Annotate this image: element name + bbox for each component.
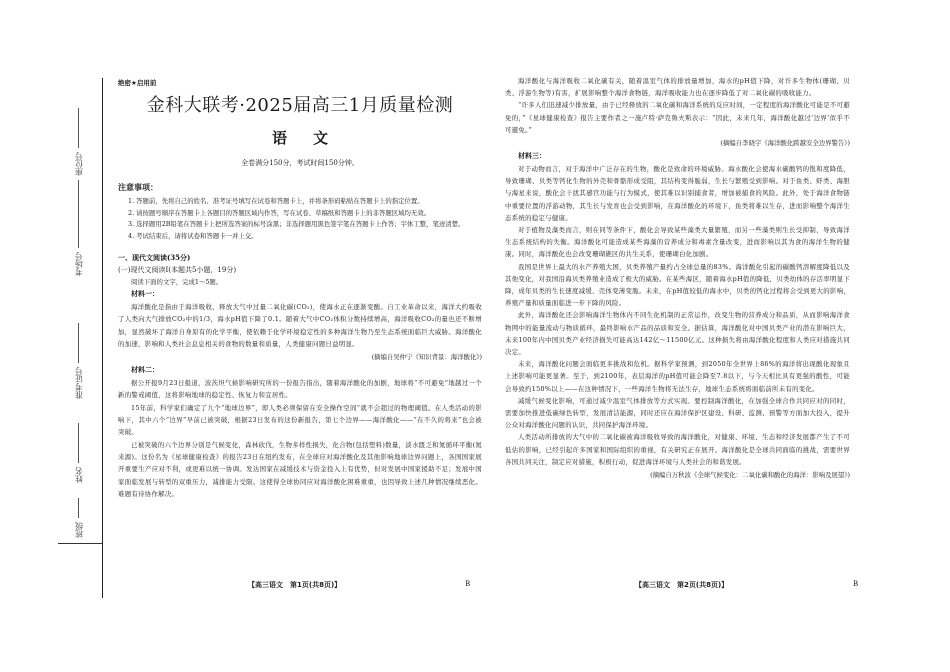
material-2-paragraph: 据公开报9月23日报道，波茨坦气候影响研究所的一份报告指出，随着海洋酸化的加剧，地球将“不可避免”地越过一个新的警戒阈值，这将影响地球的稳定性、恢复力和宜居性。 [118, 379, 482, 400]
name-field: 姓名 [72, 423, 86, 483]
admission-number-field: 准考证号 [72, 323, 86, 399]
secret-label: 绝密★启用前 [118, 79, 157, 87]
class-field: 班级 [72, 498, 86, 538]
exam-room-field: 考场号 [72, 208, 86, 276]
page-1-footer: 【高三语文 第1页(共8页)】 [248, 581, 342, 589]
material-2-source: (摘编自李晓宇《海洋酸化跨越安全边界警告》) [720, 139, 850, 148]
note-item: 2. 请按题号顺序在答题卡上各题目的答题区域内作答，写在试卷、草稿纸和答题卡上的非答题区域均无效。 [128, 208, 431, 217]
material-1-source: (摘编自吴仲宁《知识背景：海洋酸化》) [371, 353, 482, 362]
seat-number-field: 座位号 [72, 108, 86, 220]
subject-title: 语文 [271, 129, 354, 147]
exam-page-1 [118, 78, 482, 500]
binding-line [102, 78, 103, 598]
score-time-line: 全卷满分150分，考试时间150分钟。 [241, 159, 359, 167]
page-1-mark: B [465, 580, 471, 588]
material-3-title: 材料三： [518, 151, 546, 161]
note-item: 1. 答题前，先将自己的姓名、准考证号填写在试卷和答题卡上，并将条形码粘贴在答题卡上的指定位置。 [128, 197, 424, 205]
exam-title: 金科大联考·2025届高三1月质量检测 [146, 95, 454, 116]
material-1-title: 材料一： [131, 289, 159, 298]
material-2-continued-paragraph: “许多人们迅速减少排放量，由于已经释放的二氧化碳和海洋系统的反应时间，一定程度的海洋酸化可能是不可避免的，”《星球健康检查》报告主要作者之一施卢特·萨克鲁夫斯表示：“因此，未来几年，海洋酸化越过‘边界’似乎不可避免。” [505, 101, 850, 134]
material-3-paragraph: 对于动物而言，对于海洋中广泛存在的生物，酸化是致命的环境威胁。海水酸化会使海水碳酸钙的饱和度降低，导致珊瑚、贝类等钙化生物的外壳和骨骼形成受阻，其结构变得脆弱，生长与繁殖受到影响。对于鱼类、虾类、海胆与海星来说，酸化会干扰其感官功能与行为模式，使其难以识别捕食者，增加被捕食的风险。此外，处于海洋食物链中重要位置的浮游动物，其生长与发育也会受到影响，在海洋酸化的环境下，鱼类将难以生存，进而影响整个海洋生态系统的稳定与健康。 [505, 165, 850, 222]
material-3-paragraph: 对于植物及藻类而言，则在同等条件下，酸化会导致某些藻类大量繁殖，而另一些藻类则生长受抑制，导致海洋生态系统结构的失衡。海洋酸化可能造成某些海藻的营养成分和毒素含量改变，进而影响以其为食的海洋生物的健康。同时，海洋酸化也会改变珊瑚礁区的共生关系，使珊瑚白化加剧。 [505, 226, 850, 259]
material-3-source: (摘编自万秋波《全球气候变化：二氧化碳和酸化的海洋：影响及展望》) [650, 471, 850, 480]
notes-heading: 注意事项： [118, 182, 158, 192]
reading-instruction: 阅读下面的文字，完成1～5题。 [131, 278, 223, 286]
subsection-heading: (一)现代文阅读Ⅰ(本题共5小题，19分) [118, 266, 237, 274]
material-2-paragraph: 已被突破的六个边界分别是气候变化，森林砍伐，生物多样性损失，化合物(包括塑料)数量，淡水匮乏和氮循环平衡(氮来源)。这份名为《星球健康检查》的报告23日在纽约发布，在全球应对海洋酸化及其他影响地球边界问题上，各国国家展开重要生产应对不利，或更难以统一协调。发达国家在减缓技术与资金投入上有优势，但对发展中国家援助不足；发展中国家面临发展与转型的双重压力，减排能力受限。这使得全球协同应对海洋酸化困难重重，也因导致上述几种情况继续恶化。难题有待协作解决。 [118, 440, 482, 498]
material-2-continued-paragraph: 海洋酸化与海洋吸收二氧化碳有关，随着温室气体的排放量增加，海水的pH值下降，对许多生物体(珊瑚、贝类、浮游生物等)有害，扩展影响整个海洋食物链，海洋吸收能力也在逐步降低了对二氧化碳的吸收能力。 [505, 77, 850, 98]
material-1-paragraph: 海洋酸化是指由于海洋吸收、释放大气中过量二氧化碳(CO₂)，使海水正在逐渐变酸。自工业革命以来，海洋大约吸收了人类向大气排放CO₂中的1/3，海水pH值下降了0.1。随着大气中CO₂体积分数持续增高，海洋吸收CO₂的量也还不断增加，显然破坏了海洋自身原有的化学平衡，使依赖于化学环境稳定性的多种海洋生物乃至生态系统面临巨大威胁。海洋酸化的加速，影响和人类社会息息相关的食物的数量和质量，人类健康问题日益明显。 [118, 303, 482, 348]
material-3-paragraph: 减缓气候变化影响，可通过减少温室气体排放等方式实现。要控制海洋酸化，在加强全球合作共同应对的同时，需要加快推进低碳绿色转型，发展清洁能源，同时还应在海洋保护区建设、科研、监测、预警等方面加大投入，提升公众对海洋酸化问题的认识，共同保护海洋环境。 [505, 396, 850, 430]
note-item: 4. 考试结束后，请将试卷和答题卡一并上交。 [128, 231, 258, 240]
material-2-title: 材料二： [131, 365, 159, 375]
material-2-paragraph: 15年前，科学家们确定了九个“地球边界”，即人类必须保留在安全操作空间“就不会超过的物理阈值。在人类活动的影响下，其中六个“边界”早前已被突破，根据23日发布的这份新报告，第七个边界——海洋酸化——“在不久的将来”也会被突破。 [118, 403, 482, 437]
page-2-mark: B [853, 580, 859, 588]
exam-page-2 [505, 75, 850, 483]
binding-foot-line [58, 543, 103, 544]
material-3-paragraph: 我国是世界上最大的水产养殖大国，贝类养殖产量约占全球总量的83%。海洋酸化引起的碳酸钙溶解度降低以及其他变化，对我国沿海贝类养殖业造成了极大的威胁。在某些海区，随着海水pH值的降低，贝类幼体的存活率明显下降，成年贝类的生长速度减缓、壳体变薄变脆。未来，在pH值较低的海水中，贝类的钙化过程将会受到更大的影响，养殖产量和质量面临进一步下降的风险。 [505, 262, 850, 308]
material-3-paragraph: 未来，海洋酸化问题会面临更多挑战和危机。据科学家预测，到2050年全世界上86%的海洋将出现酸化现象且上述影响可能更显著。至于，到2100年，表层海洋的pH值可能会降至7.8以下，与今天相比具有更强的酸性，可能会导致约150%以上——在这种情况下，一些海洋生物将无法生存，地球生态系统将面临前所未有的变化。 [505, 360, 850, 393]
section-heading: 一、现代文阅读(35分) [118, 253, 191, 262]
material-3-paragraph: 人类活动所排放的大气中的二氧化碳被海洋吸收导致的海洋酸化，对健康、环境、生态和经济发展都产生了不可低估的影响，已经引起许多国家和国际组织的重视，有关研究正在展开。海洋酸化是全球共同面临的挑战，需要世界各国共同关注，制定应对措施，积极行动，促进海洋环境与人类社会的和谐发展。 [505, 433, 850, 466]
page-2-footer: 【高三语文 第2页(共8页)】 [635, 581, 729, 589]
binding-margin [58, 78, 102, 598]
material-3-paragraph: 此外，海洋酸化还会影响海洋生物体内不同生化机制的正常运作，改变生物的营养成分和品质，从而影响海洋食物网中的能量流动与物质循环，最终影响水产品的品质和安全。据估算，海洋酸化对中国贝类产业的潜在影响巨大，未来100年内中国贝类产业经济损失可能高达142亿～11500亿元。这种损失将由海洋酸化程度和人类应对措施共同决定。 [505, 311, 850, 357]
note-item: 3. 选择题用2B铅笔在答题卡上把所选答案的标号涂黑；非选择题用黑色签字笔在答题卡上作答；字体工整，笔迹清楚。 [128, 220, 465, 228]
